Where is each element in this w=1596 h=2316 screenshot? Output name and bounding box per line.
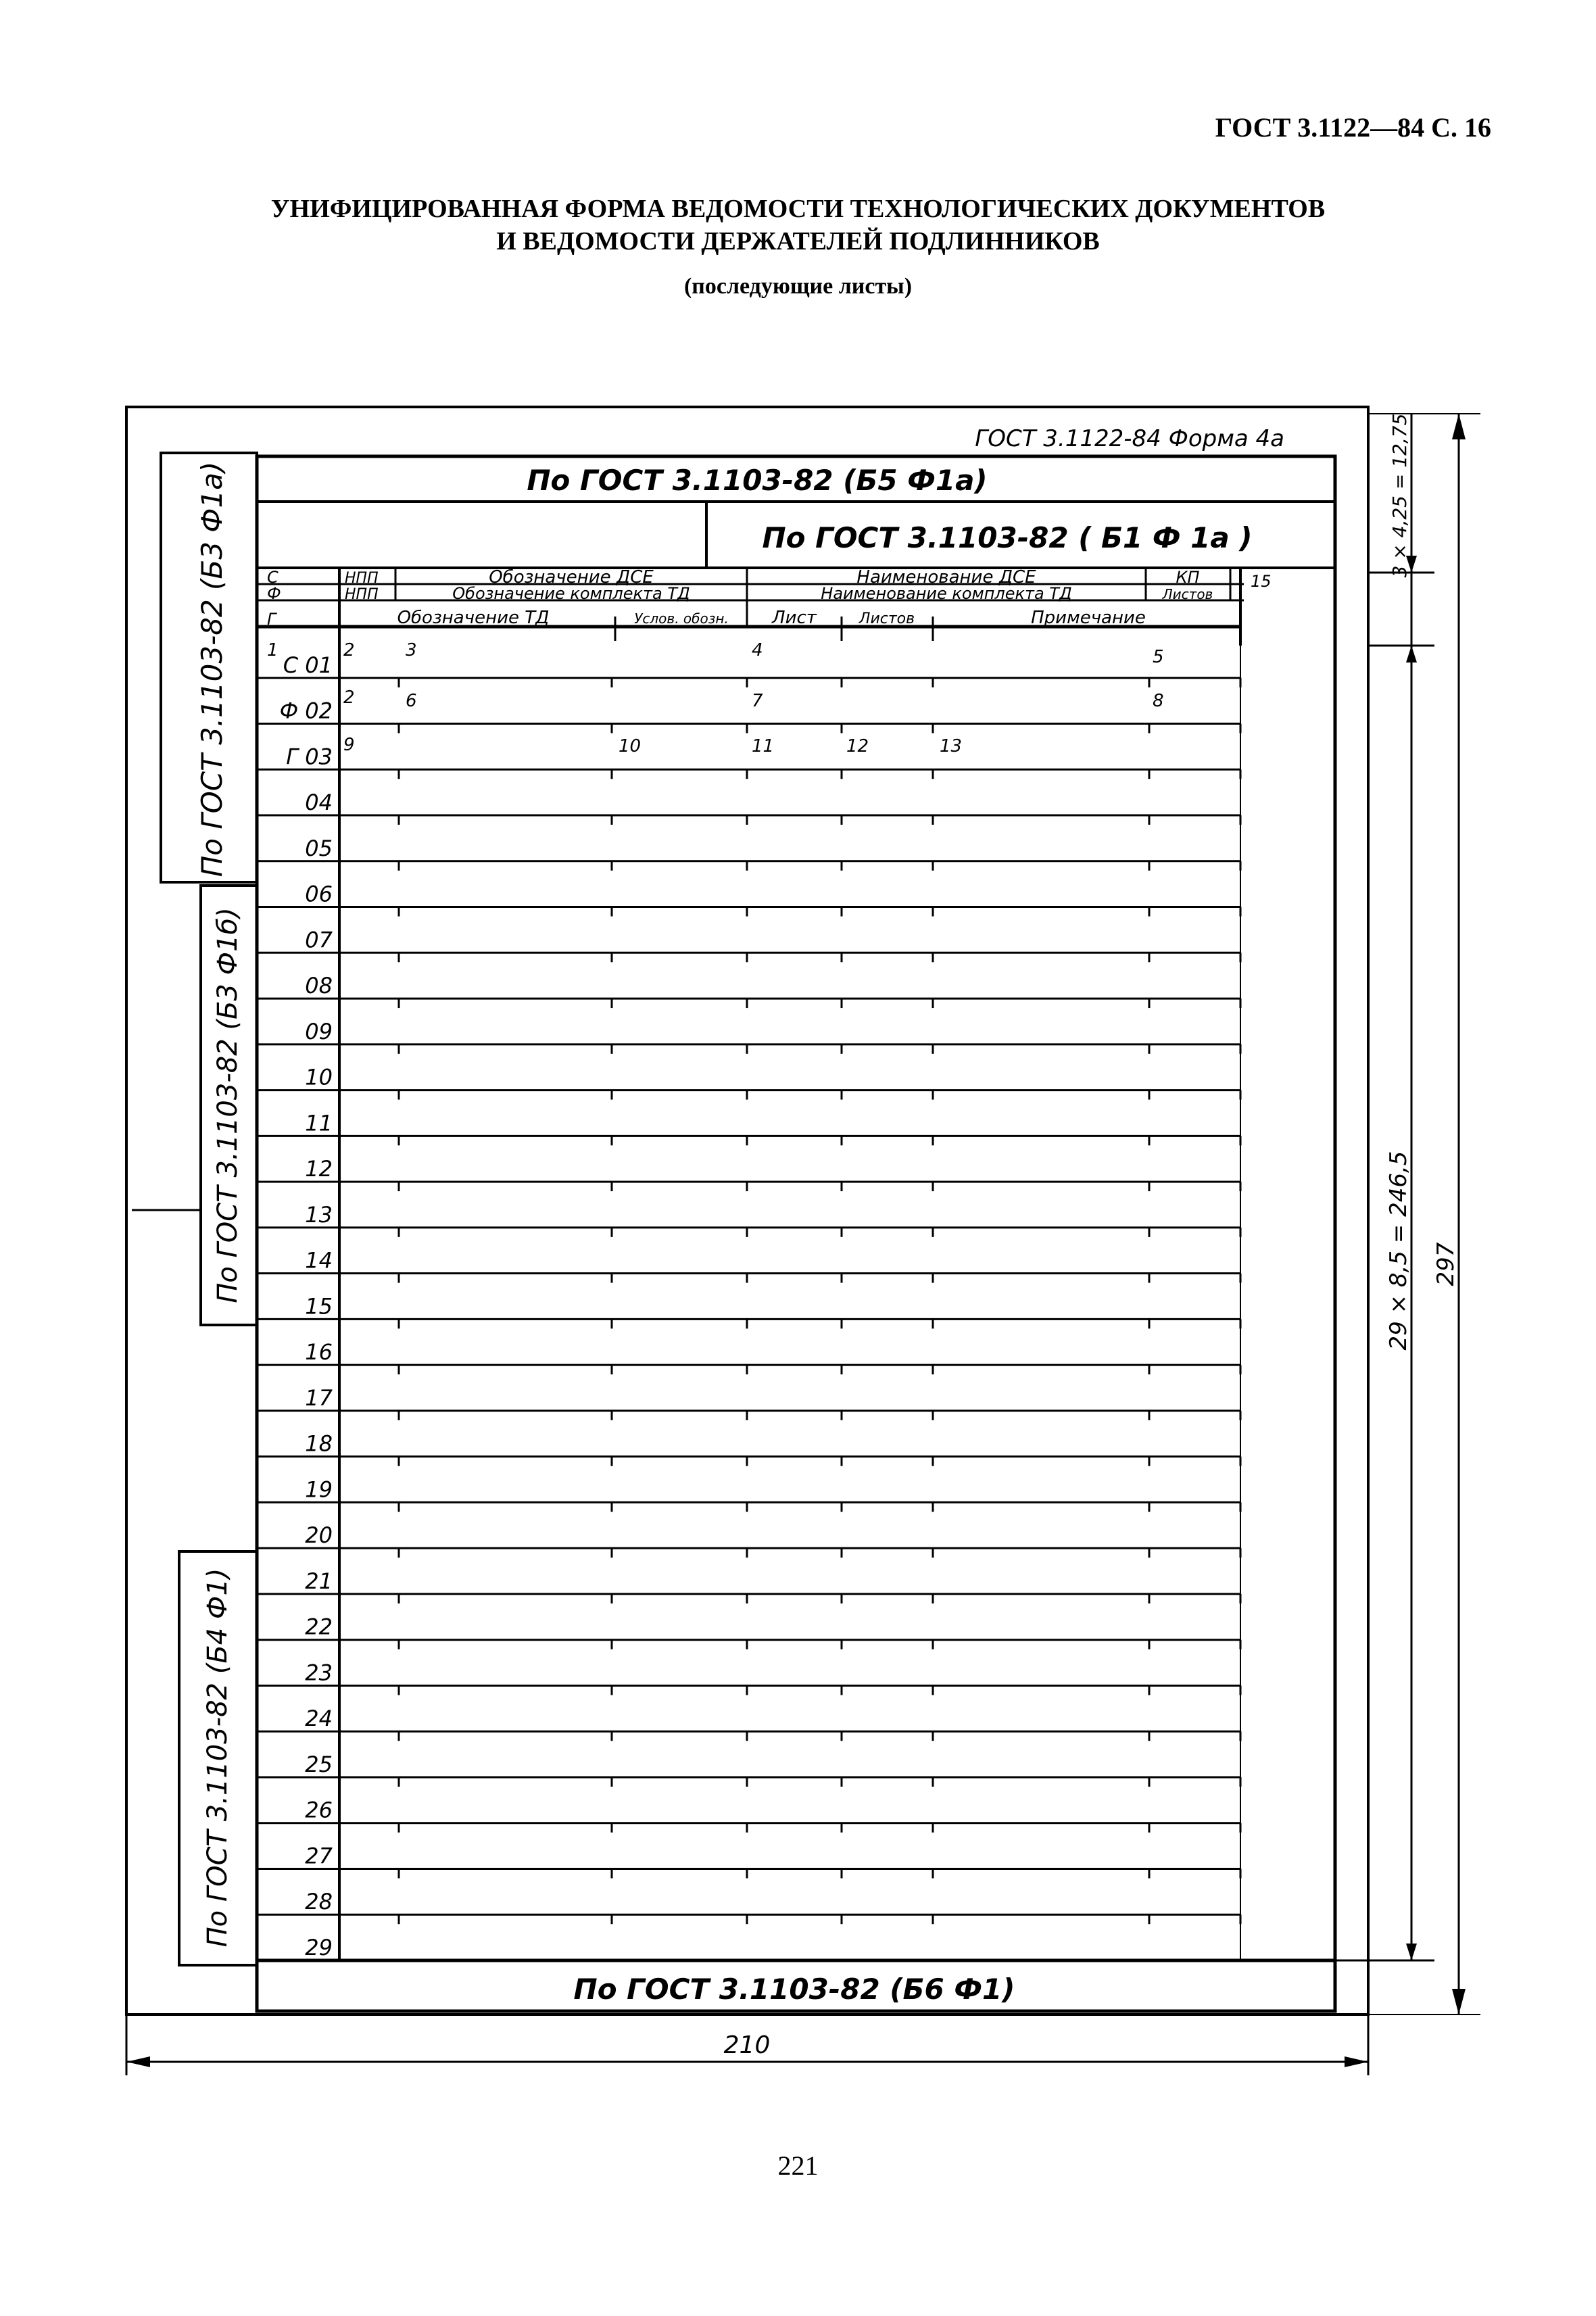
row-label: 17 bbox=[305, 1384, 333, 1411]
dim-header-height: 3 × 4,25 = 12,75 bbox=[1388, 413, 1411, 578]
side-middle-label: По ГОСТ 3.1103-82 (Б3 Ф1б) bbox=[212, 907, 243, 1303]
row-label: 26 bbox=[305, 1797, 333, 1823]
row-label: 05 bbox=[305, 835, 333, 861]
hdr-kp: КП bbox=[1176, 568, 1200, 587]
hdr-sheets-2: Листов bbox=[859, 610, 915, 627]
row-label: 06 bbox=[305, 881, 333, 907]
row-label: 25 bbox=[305, 1751, 333, 1777]
hdr-key-g: Г bbox=[267, 610, 276, 629]
row-label: Ф 02 bbox=[279, 698, 333, 724]
hdr-npp-2: НПП bbox=[345, 586, 379, 603]
hdr-name-dse: Наименование ДСЕ bbox=[856, 567, 1036, 587]
hdr-designation-td: Обозначение ТД bbox=[397, 608, 550, 628]
field-num-5: 5 bbox=[1153, 647, 1164, 667]
row-label: Г 03 bbox=[286, 744, 333, 770]
row-label: 21 bbox=[305, 1568, 333, 1594]
row-label: 29 bbox=[305, 1935, 333, 1960]
row-label: 22 bbox=[305, 1614, 333, 1640]
row-label: 23 bbox=[305, 1660, 333, 1686]
side-lower-label: По ГОСТ 3.1103-82 (Б4 Ф1) bbox=[202, 1568, 233, 1948]
field-num-11: 11 bbox=[752, 736, 775, 756]
hdr-sheets-1: Листов bbox=[1162, 586, 1213, 602]
field-num-12: 12 bbox=[846, 736, 869, 756]
row-label: 12 bbox=[305, 1156, 333, 1182]
row-label: 28 bbox=[305, 1889, 333, 1915]
page-number: 221 bbox=[777, 2150, 819, 2181]
field-num-3: 3 bbox=[406, 640, 417, 660]
field-num-1: 1 bbox=[267, 640, 279, 660]
side-upper-label: По ГОСТ 3.1103-82 (Б3 Ф1а) bbox=[195, 461, 228, 877]
hdr-note: Примечание bbox=[1031, 608, 1146, 628]
hdr-sheet: Лист bbox=[772, 608, 817, 628]
row-label: 19 bbox=[305, 1476, 333, 1503]
row-label: 14 bbox=[305, 1247, 333, 1274]
row-label: 11 bbox=[305, 1110, 333, 1136]
dim-total-width: 210 bbox=[723, 2031, 771, 2059]
row-label: 16 bbox=[305, 1339, 333, 1366]
hdr-cond-desig: Услов. обозн. bbox=[634, 610, 729, 627]
row-label: 04 bbox=[305, 790, 333, 816]
hdr-designation-dse: Обозначение ДСЕ bbox=[489, 567, 654, 587]
field-num-8: 8 bbox=[1153, 691, 1164, 711]
row-label: 20 bbox=[305, 1522, 333, 1549]
row-label: 10 bbox=[305, 1064, 333, 1090]
title-subtitle: (последующие листы) bbox=[683, 274, 913, 299]
row-label: 27 bbox=[305, 1843, 333, 1869]
field-num-6: 6 bbox=[406, 691, 417, 711]
dim-rows-height: 29 × 8,5 = 246,5 bbox=[1385, 1151, 1412, 1351]
block-bottom-label: По ГОСТ 3.1103-82 (Б6 Ф1) bbox=[573, 1973, 1015, 2006]
hdr-designation-kit: Обозначение комплекта ТД bbox=[452, 584, 690, 603]
row-label: С 01 bbox=[283, 652, 333, 678]
hdr-key-s: С bbox=[267, 568, 279, 587]
form-id: ГОСТ 3.1122-84 Форма 4а bbox=[975, 425, 1284, 452]
row-label: 13 bbox=[305, 1201, 333, 1228]
title-line-1: УНИФИЦИРОВАННАЯ ФОРМА ВЕДОМОСТИ ТЕХНОЛОГИЧЕСКИХ ДОКУМЕНТОВ bbox=[270, 195, 1326, 223]
dim-total-height: 297 bbox=[1432, 1242, 1459, 1286]
block-right-label: По ГОСТ 3.1103-82 ( Б1 Ф 1а ) bbox=[762, 521, 1253, 554]
row-label: 09 bbox=[305, 1018, 333, 1044]
field-num-7: 7 bbox=[752, 691, 763, 711]
hdr-key-f: Ф bbox=[267, 584, 281, 603]
row-label: 18 bbox=[305, 1430, 333, 1457]
title-line-2: И ВЕДОМОСТИ ДЕРЖАТЕЛЕЙ ПОДЛИННИКОВ bbox=[496, 227, 1100, 256]
field-num-2b: 2 bbox=[343, 687, 355, 708]
page-standard-ref: ГОСТ 3.1122—84 С. 16 bbox=[1215, 112, 1491, 143]
hdr-num-15: 15 bbox=[1251, 572, 1272, 591]
row-label: 07 bbox=[305, 927, 333, 953]
field-num-4: 4 bbox=[752, 640, 763, 660]
hdr-name-kit: Наименование комплекта ТД bbox=[821, 584, 1072, 603]
hdr-npp-1: НПП bbox=[345, 570, 379, 587]
block-top-label: По ГОСТ 3.1103-82 (Б5 Ф1а) bbox=[527, 464, 988, 497]
field-num-10: 10 bbox=[619, 736, 642, 756]
field-num-2a: 2 bbox=[343, 640, 355, 660]
field-num-9: 9 bbox=[343, 735, 355, 755]
row-label: 24 bbox=[305, 1706, 333, 1732]
row-label: 08 bbox=[305, 973, 333, 999]
field-num-13: 13 bbox=[940, 736, 963, 756]
row-label: 15 bbox=[305, 1293, 333, 1320]
